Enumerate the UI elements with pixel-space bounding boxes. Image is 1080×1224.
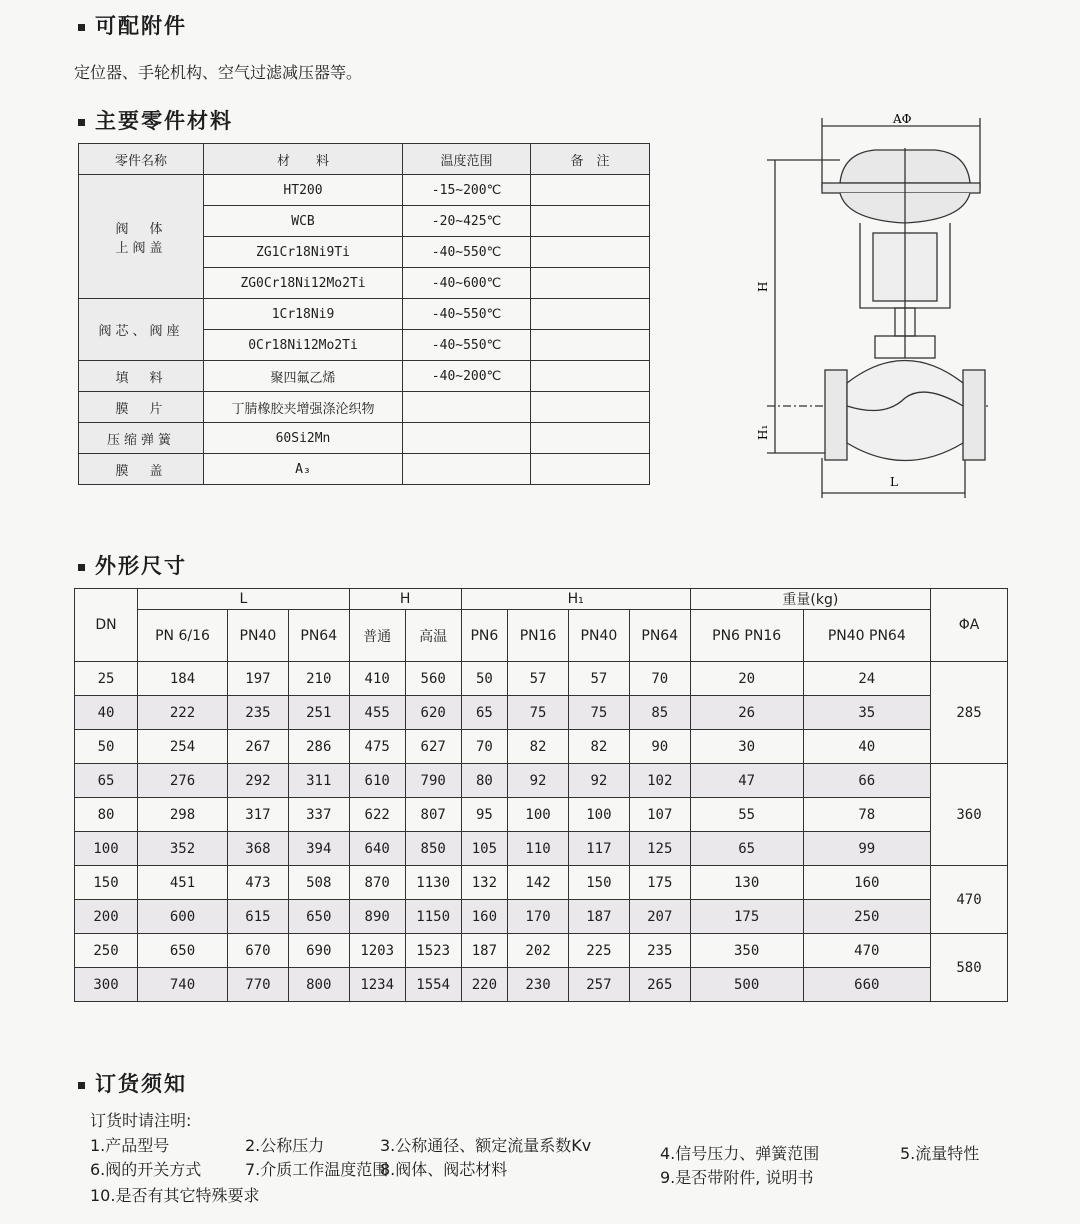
dimensions-title: 外形尺寸 (78, 550, 187, 580)
phi-a-cell: 580 (931, 934, 1008, 1002)
value-cell: 230 (508, 968, 569, 1002)
value-cell: 1234 (349, 968, 405, 1002)
value-cell: 66 (803, 764, 930, 798)
value-cell: 35 (803, 696, 930, 730)
value-cell: 78 (803, 798, 930, 832)
value-cell: 65 (461, 696, 507, 730)
value-cell: 92 (508, 764, 569, 798)
part-name: 阀芯、阀座 (79, 299, 204, 361)
dn-cell: 65 (75, 764, 138, 798)
material-cell: ZG0Cr18Ni12Mo2Ti (204, 268, 403, 299)
remark-cell (531, 454, 650, 485)
value-cell: 267 (228, 730, 289, 764)
value-cell: 807 (405, 798, 461, 832)
remark-cell (531, 361, 650, 392)
value-cell: 65 (690, 832, 803, 866)
hdr-l: L (138, 589, 350, 610)
value-cell: 57 (508, 662, 569, 696)
order-item: 6.阀的开关方式 (90, 1160, 202, 1179)
dn-cell: 100 (75, 832, 138, 866)
remark-cell (531, 423, 650, 454)
remark-cell (531, 268, 650, 299)
part-name: 填 料 (79, 361, 204, 392)
order-item: 1.产品型号 (90, 1136, 170, 1155)
table-row (75, 832, 1008, 866)
value-cell: 257 (568, 968, 629, 1002)
value-cell: 311 (288, 764, 349, 798)
bullet-icon (78, 24, 85, 31)
materials-row (79, 454, 650, 485)
value-cell: 250 (803, 900, 930, 934)
value-cell: 20 (690, 662, 803, 696)
hdr-weight-sub: PN6 PN16 (690, 610, 803, 662)
value-cell: 132 (461, 866, 507, 900)
materials-header-row (79, 144, 650, 175)
label-h: H (756, 281, 770, 292)
value-cell: 222 (138, 696, 228, 730)
part-name: 阀 体 上阀盖 (79, 175, 204, 299)
label-h1: H₁ (756, 424, 770, 440)
value-cell: 615 (228, 900, 289, 934)
material-cell: ZG1Cr18Ni9Ti (204, 237, 403, 268)
value-cell: 197 (228, 662, 289, 696)
hdr-h1-sub: PN6 (461, 610, 507, 662)
materials-table (78, 143, 650, 485)
material-cell: 0Cr18Ni12Mo2Ti (204, 330, 403, 361)
value-cell: 470 (803, 934, 930, 968)
value-cell: 99 (803, 832, 930, 866)
dn-cell: 50 (75, 730, 138, 764)
order-item: 2.公称压力 (245, 1136, 325, 1155)
value-cell: 1203 (349, 934, 405, 968)
value-cell: 210 (288, 662, 349, 696)
value-cell: 508 (288, 866, 349, 900)
value-cell: 410 (349, 662, 405, 696)
value-cell: 142 (508, 866, 569, 900)
value-cell: 254 (138, 730, 228, 764)
value-cell: 475 (349, 730, 405, 764)
value-cell: 75 (568, 696, 629, 730)
value-cell: 80 (461, 764, 507, 798)
order-item: 7.介质工作温度范围 (245, 1160, 389, 1179)
value-cell: 70 (629, 662, 690, 696)
value-cell: 175 (629, 866, 690, 900)
value-cell: 640 (349, 832, 405, 866)
hdr-h: H (349, 589, 461, 610)
value-cell: 85 (629, 696, 690, 730)
temp-cell (403, 454, 531, 485)
value-cell: 107 (629, 798, 690, 832)
materials-body (79, 175, 650, 485)
value-cell: 890 (349, 900, 405, 934)
label-a-phi: AΦ (893, 112, 912, 126)
temp-cell: -40~200℃ (403, 361, 531, 392)
bullet-icon (78, 119, 85, 126)
part-name: 膜 盖 (79, 454, 204, 485)
order-title: 订货须知 (78, 1068, 187, 1098)
hdr-dn: DN (75, 589, 138, 662)
value-cell: 650 (138, 934, 228, 968)
hdr-h1: H₁ (461, 589, 690, 610)
value-cell: 473 (228, 866, 289, 900)
value-cell: 225 (568, 934, 629, 968)
dimensions-table (74, 588, 1008, 1002)
dn-cell: 300 (75, 968, 138, 1002)
remark-cell (531, 392, 650, 423)
value-cell: 184 (138, 662, 228, 696)
hdr-h-sub: 高温 (405, 610, 461, 662)
table-row (75, 866, 1008, 900)
value-cell: 100 (508, 798, 569, 832)
value-cell: 800 (288, 968, 349, 1002)
temp-cell: -40~600℃ (403, 268, 531, 299)
dn-cell: 40 (75, 696, 138, 730)
temp-cell (403, 392, 531, 423)
value-cell: 455 (349, 696, 405, 730)
materials-row (79, 392, 650, 423)
value-cell: 1554 (405, 968, 461, 1002)
materials-row (79, 423, 650, 454)
order-item: 5.流量特性 (900, 1144, 980, 1163)
value-cell: 95 (461, 798, 507, 832)
phi-a-cell: 470 (931, 866, 1008, 934)
value-cell: 1150 (405, 900, 461, 934)
dims-header-row-1 (75, 589, 1008, 610)
value-cell: 26 (690, 696, 803, 730)
temp-cell: -40~550℃ (403, 299, 531, 330)
material-cell: 聚四氟乙烯 (204, 361, 403, 392)
value-cell: 235 (228, 696, 289, 730)
value-cell: 175 (690, 900, 803, 934)
value-cell: 276 (138, 764, 228, 798)
part-name: 压缩弹簧 (79, 423, 204, 454)
temp-cell: -40~550℃ (403, 330, 531, 361)
value-cell: 292 (228, 764, 289, 798)
value-cell: 352 (138, 832, 228, 866)
value-cell: 790 (405, 764, 461, 798)
table-row (75, 730, 1008, 764)
value-cell: 50 (461, 662, 507, 696)
value-cell: 337 (288, 798, 349, 832)
temp-cell (403, 423, 531, 454)
material-cell: HT200 (204, 175, 403, 206)
order-items (90, 1133, 1050, 1213)
materials-row (79, 361, 650, 392)
value-cell: 451 (138, 866, 228, 900)
value-cell: 650 (288, 900, 349, 934)
value-cell: 870 (349, 866, 405, 900)
dims-body (75, 662, 1008, 1002)
value-cell: 82 (508, 730, 569, 764)
valve-drawing (755, 108, 995, 503)
value-cell: 207 (629, 900, 690, 934)
value-cell: 298 (138, 798, 228, 832)
value-cell: 92 (568, 764, 629, 798)
value-cell: 850 (405, 832, 461, 866)
value-cell: 670 (228, 934, 289, 968)
value-cell: 55 (690, 798, 803, 832)
dn-cell: 25 (75, 662, 138, 696)
accessories-title: 可配附件 (78, 10, 187, 40)
value-cell: 30 (690, 730, 803, 764)
value-cell: 160 (461, 900, 507, 934)
table-row (75, 662, 1008, 696)
table-row (75, 764, 1008, 798)
value-cell: 100 (568, 798, 629, 832)
dn-cell: 80 (75, 798, 138, 832)
value-cell: 187 (461, 934, 507, 968)
value-cell: 1130 (405, 866, 461, 900)
value-cell: 350 (690, 934, 803, 968)
remark-cell (531, 175, 650, 206)
bullet-icon (78, 564, 85, 571)
table-row (75, 968, 1008, 1002)
table-row (75, 696, 1008, 730)
temp-cell: -40~550℃ (403, 237, 531, 268)
accessories-text: 定位器、手轮机构、空气过滤减压器等。 (74, 63, 363, 82)
material-cell: 60Si2Mn (204, 423, 403, 454)
col-part-name: 零件名称 (79, 144, 204, 175)
value-cell: 57 (568, 662, 629, 696)
value-cell: 40 (803, 730, 930, 764)
order-intro: 订货时请注明: (90, 1111, 192, 1130)
value-cell: 627 (405, 730, 461, 764)
value-cell: 90 (629, 730, 690, 764)
hdr-phi-a: ΦA (931, 589, 1008, 662)
value-cell: 75 (508, 696, 569, 730)
hdr-l-sub: PN40 (228, 610, 289, 662)
temp-cell: -15~200℃ (403, 175, 531, 206)
order-item: 10.是否有其它特殊要求 (90, 1186, 260, 1205)
materials-title: 主要零件材料 (78, 105, 233, 135)
hdr-l-sub: PN64 (288, 610, 349, 662)
part-name: 膜 片 (79, 392, 204, 423)
dn-cell: 250 (75, 934, 138, 968)
remark-cell (531, 206, 650, 237)
value-cell: 251 (288, 696, 349, 730)
order-item: 9.是否带附件, 说明书 (660, 1168, 814, 1187)
materials-row (79, 299, 650, 330)
col-material: 材 料 (204, 144, 403, 175)
value-cell: 740 (138, 968, 228, 1002)
hdr-h1-sub: PN16 (508, 610, 569, 662)
value-cell: 317 (228, 798, 289, 832)
value-cell: 610 (349, 764, 405, 798)
material-cell: WCB (204, 206, 403, 237)
hdr-weight-sub: PN40 PN64 (803, 610, 930, 662)
value-cell: 394 (288, 832, 349, 866)
value-cell: 70 (461, 730, 507, 764)
value-cell: 220 (461, 968, 507, 1002)
hdr-l-sub: PN 6/16 (138, 610, 228, 662)
value-cell: 500 (690, 968, 803, 1002)
material-cell: A₃ (204, 454, 403, 485)
col-remark: 备 注 (531, 144, 650, 175)
hdr-weight: 重量(kg) (690, 589, 930, 610)
value-cell: 600 (138, 900, 228, 934)
phi-a-cell: 360 (931, 764, 1008, 866)
value-cell: 170 (508, 900, 569, 934)
remark-cell (531, 237, 650, 268)
remark-cell (531, 330, 650, 361)
materials-row (79, 175, 650, 206)
material-cell: 丁腈橡胶夹增强涤沦织物 (204, 392, 403, 423)
table-row (75, 934, 1008, 968)
table-row (75, 798, 1008, 832)
bullet-icon (78, 1082, 85, 1089)
value-cell: 286 (288, 730, 349, 764)
label-l: L (890, 475, 898, 489)
value-cell: 690 (288, 934, 349, 968)
value-cell: 102 (629, 764, 690, 798)
value-cell: 47 (690, 764, 803, 798)
dn-cell: 200 (75, 900, 138, 934)
value-cell: 160 (803, 866, 930, 900)
value-cell: 660 (803, 968, 930, 1002)
value-cell: 368 (228, 832, 289, 866)
order-item: 4.信号压力、弹簧范围 (660, 1144, 820, 1163)
value-cell: 622 (349, 798, 405, 832)
value-cell: 105 (461, 832, 507, 866)
value-cell: 235 (629, 934, 690, 968)
value-cell: 150 (568, 866, 629, 900)
col-temp: 温度范围 (403, 144, 531, 175)
value-cell: 560 (405, 662, 461, 696)
value-cell: 770 (228, 968, 289, 1002)
value-cell: 187 (568, 900, 629, 934)
hdr-h1-sub: PN40 (568, 610, 629, 662)
value-cell: 117 (568, 832, 629, 866)
value-cell: 265 (629, 968, 690, 1002)
hdr-h-sub: 普通 (349, 610, 405, 662)
value-cell: 110 (508, 832, 569, 866)
value-cell: 202 (508, 934, 569, 968)
value-cell: 130 (690, 866, 803, 900)
temp-cell: -20~425℃ (403, 206, 531, 237)
hdr-h1-sub: PN64 (629, 610, 690, 662)
dims-header-row-2 (75, 610, 1008, 662)
value-cell: 82 (568, 730, 629, 764)
remark-cell (531, 299, 650, 330)
table-row (75, 900, 1008, 934)
material-cell: 1Cr18Ni9 (204, 299, 403, 330)
phi-a-cell: 285 (931, 662, 1008, 764)
order-item: 8.阀体、阀芯材料 (380, 1160, 508, 1179)
value-cell: 620 (405, 696, 461, 730)
value-cell: 125 (629, 832, 690, 866)
order-item: 3.公称通径、额定流量系数Kv (380, 1136, 592, 1155)
value-cell: 24 (803, 662, 930, 696)
value-cell: 1523 (405, 934, 461, 968)
dn-cell: 150 (75, 866, 138, 900)
